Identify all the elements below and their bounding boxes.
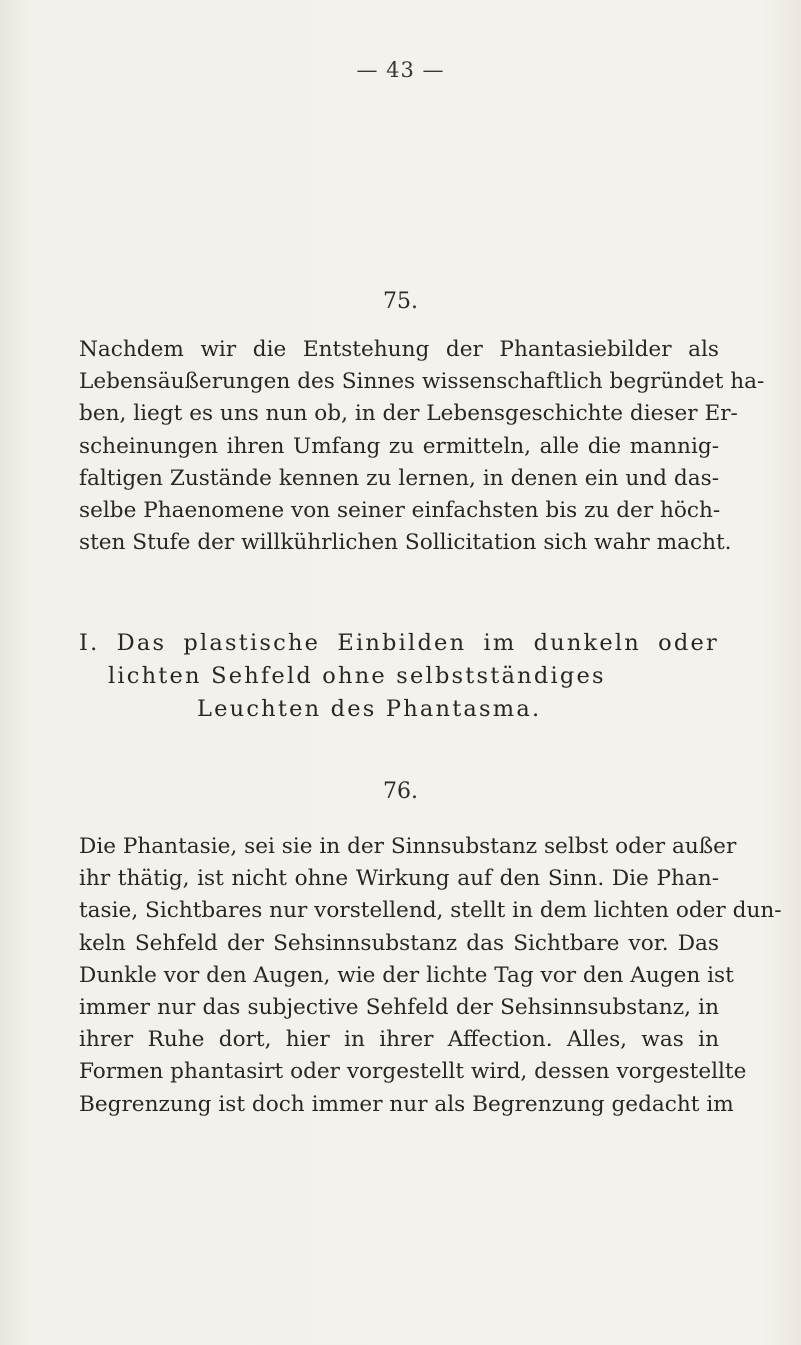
text-line: immer nur das subjective Sehfeld der Sehsinnsubstanz, in: [79, 995, 719, 1021]
text-line: Formen phantasirt oder vorgestellt wird, dessen vorgestellte: [79, 1059, 747, 1085]
text-line: ben, liegt es uns nun ob, in der Lebensgeschichte dieser Er-: [79, 401, 738, 427]
text-line: faltigen Zustände kennen zu lernen, in denen ein und das-: [79, 465, 719, 491]
section-number-75: 75.: [383, 289, 418, 314]
heading-line: lichten Sehfeld ohne selbstständiges: [108, 663, 606, 689]
text-line: tasie, Sichtbares nur vorstellend, stellt in dem lichten oder dun-: [79, 898, 782, 924]
text-line: Die Phantasie, sei sie in der Sinnsubstanz selbst oder außer: [79, 834, 737, 859]
paragraph-75: [79, 334, 765, 559]
heading-line: Leuchten des Phantasma.: [197, 696, 542, 722]
text-line: Lebensäußerungen des Sinnes wissenschaftlich begründet ha-: [79, 369, 765, 395]
text-line: sten Stufe der willkührlichen Sollicitation sich wahr macht.: [79, 530, 732, 556]
section-number-76: 76.: [383, 779, 418, 804]
paragraph-76: [79, 831, 782, 1121]
text-line: keln Sehfeld der Sehsinnsubstanz das Sichtbare vor. Das: [79, 930, 719, 956]
text-line: selbe Phaenomene von seiner einfachsten bis zu der höch-: [79, 498, 721, 524]
text-line: ihr thätig, ist nicht ohne Wirkung auf den Sinn. Die Phan-: [79, 866, 719, 892]
text-line: scheinungen ihren Umfang zu ermitteln, alle die mannig-: [79, 433, 719, 459]
text-line: Nachdem wir die Entstehung der Phantasiebilder als: [79, 337, 719, 362]
text-line: Begrenzung ist doch immer nur als Begrenzung gedacht im: [79, 1091, 734, 1117]
heading-line: I. Das plastische Einbilden im dunkeln oder: [79, 630, 719, 656]
running-header: — 43 —: [356, 58, 445, 82]
section-heading-I: [79, 627, 719, 726]
text-line: ihrer Ruhe dort, hier in ihrer Affection. Alles, was in: [79, 1027, 719, 1053]
text-line: Dunkle vor den Augen, wie der lichte Tag vor den Augen ist: [79, 962, 734, 988]
